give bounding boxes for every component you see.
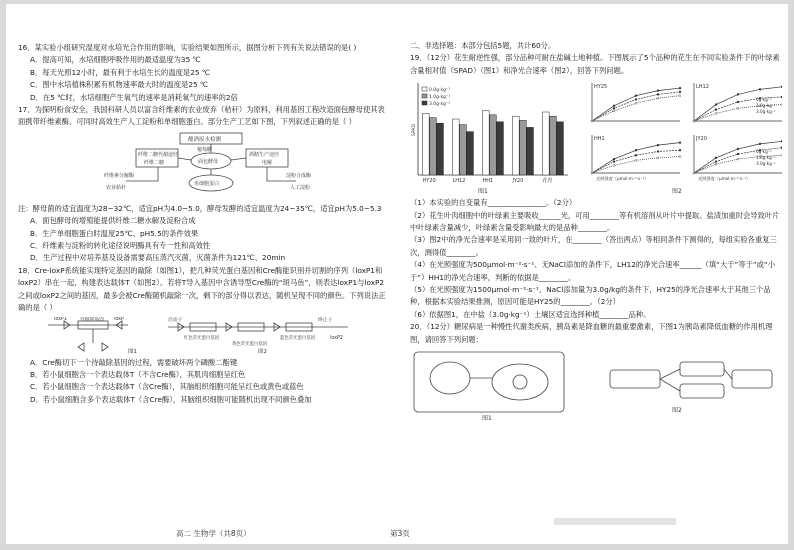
q18-label-red-gene: 红色荧光蛋白基因: [184, 335, 220, 341]
exam-page: [6, 4, 788, 544]
line-point: [657, 151, 659, 153]
q17-process-diagram: [18, 131, 390, 201]
line-point: [737, 158, 739, 160]
bar-1-2: [467, 132, 474, 175]
q18-label-loxp1: loxP1: [54, 316, 67, 322]
q17-diagram-center-top: 葡萄糖: [197, 146, 213, 153]
line-panel-title: HY25: [594, 84, 608, 91]
q16-option-b: B．每天光照12小时，最有利于水培生长的温度是25 ℃: [30, 67, 211, 77]
bar-3-0: [513, 116, 520, 175]
line-point: [613, 161, 615, 163]
q17-option-a: A．面包酵母的增殖能提供纤维二糖水解及淀粉合成: [30, 216, 196, 226]
bar-2-0: [483, 111, 490, 175]
q18-construct-diagram: [18, 317, 390, 355]
line-point: [591, 120, 593, 122]
left-column: [18, 42, 390, 406]
line-point: [613, 108, 615, 110]
line-point: [679, 95, 681, 97]
line-point: [781, 96, 782, 98]
bar-legend-label: 1.0g·kg⁻¹: [429, 95, 451, 101]
bar-4-1: [550, 116, 557, 175]
line-point: [737, 108, 739, 110]
section2-heading: 二、非选择题：本部分包括5题，共计60分。: [410, 41, 556, 50]
line-point: [679, 87, 681, 89]
line-point: [781, 86, 782, 88]
bar-category-label: 花育: [542, 178, 553, 185]
q19-stem: 19．（12分）花生耐逆性强，部分品种可耐在盐碱土地种植。下图展示了5个品种的花生在不同实验条件下的叶绿素含量相对值（SPAD）（图1）和净光合速率（图2），回答下列问题。: [410, 53, 780, 75]
line-point: [635, 99, 637, 101]
q20-stem: 20．（12分）糖尿病是一种慢性代谢类疾病，胰岛素是降血糖的最重要激素，下图1为胰岛素降低血糖的作用机理图，请回答下列问题：: [410, 322, 773, 344]
bar-category-label: HH1: [482, 178, 494, 185]
q17-diagram-top: 酿酒废水检测: [188, 136, 222, 143]
q17-diagram-left-box: 纤维二糖代谢途径: [138, 151, 179, 158]
line-x-label: 光照强度（μmol·m⁻²·s⁻¹）: [698, 176, 751, 182]
line-point: [657, 97, 659, 99]
q19-sub5: （5）在光照强度为1500μmol·m⁻²·s⁻¹、NaCl添加量为3.0g/kg的条件下，HY25的净光合速率大于其他三个品种，根据本实验结果推测，原因可能是HY25的________。（2分）: [410, 285, 771, 307]
bar-category-label: HY20: [422, 178, 436, 185]
line-point: [715, 157, 717, 159]
q16-stem: 16．某实验小组研究湿度对水培光合作用的影响，实验结果如图所示，据图分析下列有关说法错误的是( ): [18, 43, 357, 52]
q17-diagram-right-box2: 电解: [262, 159, 273, 166]
line-panel-title: LH12: [696, 84, 709, 91]
q17-diagram-left-label: 纤维素分解酶: [104, 172, 135, 179]
bar-0-1: [430, 118, 437, 175]
bar-y-label: SPAD: [412, 124, 417, 137]
q17-option-c: C．纤维素与淀粉的转化途径说明酶具有专一性和高效性: [30, 241, 211, 251]
line-point: [679, 91, 681, 93]
line-point: [657, 94, 659, 96]
line-panel-title: HH1: [594, 136, 605, 143]
line-legend-label: 0g·kg⁻¹: [756, 97, 772, 103]
line-point: [613, 165, 615, 167]
q17-option-b: B．生产单细胞蛋白时温度25℃、pH5.5的条件效果: [30, 228, 199, 238]
q20-fig1-caption: 图1: [482, 415, 492, 423]
line-point: [781, 104, 782, 106]
q20-insulin-diagram: [410, 348, 782, 422]
line-series-1: [592, 150, 680, 173]
q19-charts-svg: [410, 79, 782, 195]
line-point: [693, 172, 695, 174]
line-point: [635, 154, 637, 156]
line-point: [635, 95, 637, 97]
q18-label-loxp2: loxP2: [330, 335, 343, 341]
line-point: [737, 148, 739, 150]
bar-legend-swatch: [422, 94, 427, 98]
footer-left: 高二 生物学（共8页）: [176, 529, 251, 538]
q19-sub3: （3）图2中的净光合速率是采用同一致的叶片，在________（答出两点）等相同条件下测得的，每组实验各重复三次，测得值________。: [410, 235, 777, 257]
blurred-stamp: [554, 518, 676, 525]
q18-label-target-gene: 待敲除基因: [80, 316, 104, 322]
q18-stem: 18．Cre-loxP系统能实现特定基因的敲除（如图1），把几种荧光蛋白基因和Cre酶能识别并切割的序列（loxP1和loxP2）串在一起，构建表达载体T（如图2）。若将T导入基因中含诱导型Cre酶的“斑马鱼”，则表达loxP1与loxP2之间或loxP2之间的基因，最多会被Cre酶随机敲除一次，剩下的部分得以表达，随机呈现不同的颜色。下列说法正确的是（ ）: [18, 265, 386, 313]
bar-legend-label: 0.0g·kg⁻¹: [429, 88, 451, 94]
q18-option-c: C．若小鼠细胞含一个表达载体T（含Cre酶），其脑组织细胞可能呈红色或黄色或蓝色: [30, 382, 304, 392]
line-point: [613, 105, 615, 107]
bar-3-1: [520, 121, 527, 176]
q18-fig1-caption: 图1: [128, 348, 137, 355]
line-point: [693, 120, 695, 122]
line-legend-label: 3.0g·kg⁻¹: [756, 109, 776, 115]
line-point: [759, 143, 761, 145]
bar-3-2: [527, 128, 534, 176]
q17-note: 注：酵母菌的适宜温度为28~32℃，适宜pH为4.0~5.0，酵母发酵的适宜温度为24~35℃，适宜pH为5.0~5.3: [18, 203, 382, 213]
bar-0-2: [437, 123, 444, 175]
q16-option-d: D．在5 ℃时，水培细胞产生氧气的速率是消耗氧气的速率的2倍: [30, 92, 238, 102]
line-legend-label: 3.0g·kg⁻¹: [756, 161, 776, 167]
q20-fig2-caption: 图2: [672, 407, 682, 415]
q17-diagram-center: 面包酵母: [198, 158, 219, 165]
q19-sub2: （2）花生叶肉细胞中的叶绿素主要吸收______光，可用________等有机溶剂从叶片中提取。盐渍加重时会导致叶片中叶绿素含量减少，叶绿素含量受影响最大的是品种________。: [410, 210, 780, 233]
bar-0-0: [423, 114, 430, 176]
line-legend-label: 1.0g·kg⁻¹: [756, 103, 776, 109]
bar-legend-label: 3.0g·kg⁻¹: [429, 102, 451, 108]
q17-diagram-right-box: 酒精生产途径: [249, 151, 280, 158]
right-column: [410, 40, 782, 424]
bar-2-1: [490, 115, 497, 175]
bar-4-2: [557, 122, 564, 175]
bar-legend-swatch: [422, 87, 427, 91]
line-point: [635, 160, 637, 162]
bar-category-label: LH12: [452, 178, 466, 185]
q18-label-promoter: 启动子: [168, 317, 183, 323]
line-point: [715, 104, 717, 106]
line-point: [715, 113, 717, 115]
line-series-0: [592, 143, 680, 173]
q18-label-yellow-gene: 黄色荧光蛋白基因: [232, 341, 268, 347]
line-point: [613, 110, 615, 112]
line-point: [679, 142, 681, 144]
line-legend-label: 0g·kg⁻¹: [756, 149, 772, 155]
bar-1-0: [453, 119, 460, 175]
line-point: [737, 101, 739, 103]
q18-label-terminator: 终止子: [318, 317, 333, 323]
line-point: [635, 149, 637, 151]
q18-option-a: A．Cre酶切下一个待敲除基因的过程，需要破坏两个磷酸二酯键: [30, 357, 238, 367]
line-x-label: 光照强度（μmol·m⁻²·s⁻¹）: [596, 176, 649, 182]
line-point: [715, 163, 717, 165]
line-point: [679, 156, 681, 158]
line-point: [737, 94, 739, 96]
line-panel-title: JY20: [696, 136, 707, 143]
line-point: [759, 89, 761, 91]
line-point: [591, 172, 593, 174]
line-series-0: [592, 88, 680, 121]
bar-category-label: JY20: [512, 178, 524, 185]
bar-2-2: [497, 122, 504, 175]
q19-figures: [410, 79, 782, 195]
q19-sub4: （4）在光照强度为500μmol·m⁻²·s⁻¹、无NaCl添加的条件下，LH12的净光合速率______（填“大于”等于”或“小于”）HH1的净光合速率，判断的依据是________。: [410, 260, 776, 282]
line-point: [715, 109, 717, 111]
line-point: [635, 102, 637, 104]
q16-option-a: A．提高可知，水培细胞呼吸作用的最适温度为35 ℃: [30, 55, 201, 65]
line-point: [657, 157, 659, 159]
q17-option-d: D．生产过程中对培养基及设备需要高压蒸汽灭菌，灭菌条件为121℃、20min: [30, 253, 286, 263]
line-legend-label: 1.0g·kg⁻¹: [756, 155, 776, 161]
line-point: [715, 161, 717, 163]
q17-diagram-right-bottom: 人工淀粉: [290, 184, 311, 191]
q19-sub1: （1）本实验的自变量有________________。（2分）: [410, 198, 577, 208]
bar-4-0: [543, 112, 550, 175]
footer-page-number: 第3页: [390, 529, 410, 538]
q17-diagram-center-bottom: 单细胞蛋白: [194, 180, 220, 187]
line-point: [657, 90, 659, 92]
q17-diagram-left-box2: 纤维二糖: [144, 159, 165, 166]
q16-option-c: C．图中水培植株积累有机物速率最大时的温度是25 ℃: [30, 80, 209, 90]
line-point: [781, 147, 782, 149]
line-point: [737, 153, 739, 155]
line-point: [781, 154, 782, 156]
q19-sub6: （6）依据图1，在中盐（3.0g·kg⁻¹）土壤区适宜选择种植________品种。: [410, 309, 651, 319]
line-point: [781, 141, 782, 143]
q17-diagram-right-label: 淀粉合成酶: [286, 172, 312, 179]
q18-fig2-caption: 图2: [258, 348, 267, 355]
line-point: [679, 149, 681, 151]
q19-fig1-caption: 图1: [478, 188, 488, 196]
bar-legend-swatch: [422, 101, 427, 105]
q18-option-d: D．若小鼠细胞含多个表达载体T（含Cre酶），其脑组织细胞可能随机出现不同颜色叠加: [30, 394, 312, 404]
line-point: [613, 158, 615, 160]
q18-option-b: B．若小鼠细胞含一个表达载体T（不含Cre酶），其肌肉细胞呈红色: [30, 369, 246, 379]
bar-1-1: [460, 125, 467, 175]
q17-diagram-left-bottom: 农业秸秆: [106, 184, 127, 191]
q19-fig2-caption: 图2: [672, 188, 682, 196]
q18-label-loxp: loxP: [114, 316, 124, 322]
q17-stem: 17．为探明粉食安全，我国科研人员以富含纤维素的农业废弃（秸秆）为原料，利用基因工程改造面包酵母使其表面携带纤维素酶，可同时高效生产人工淀粉和单细胞蛋白。部分生产工艺如下图，下列叙述正确的是（ ）: [18, 105, 385, 127]
q18-label-blue-gene: 蓝色荧光蛋白基因: [280, 335, 316, 341]
line-point: [657, 144, 659, 146]
